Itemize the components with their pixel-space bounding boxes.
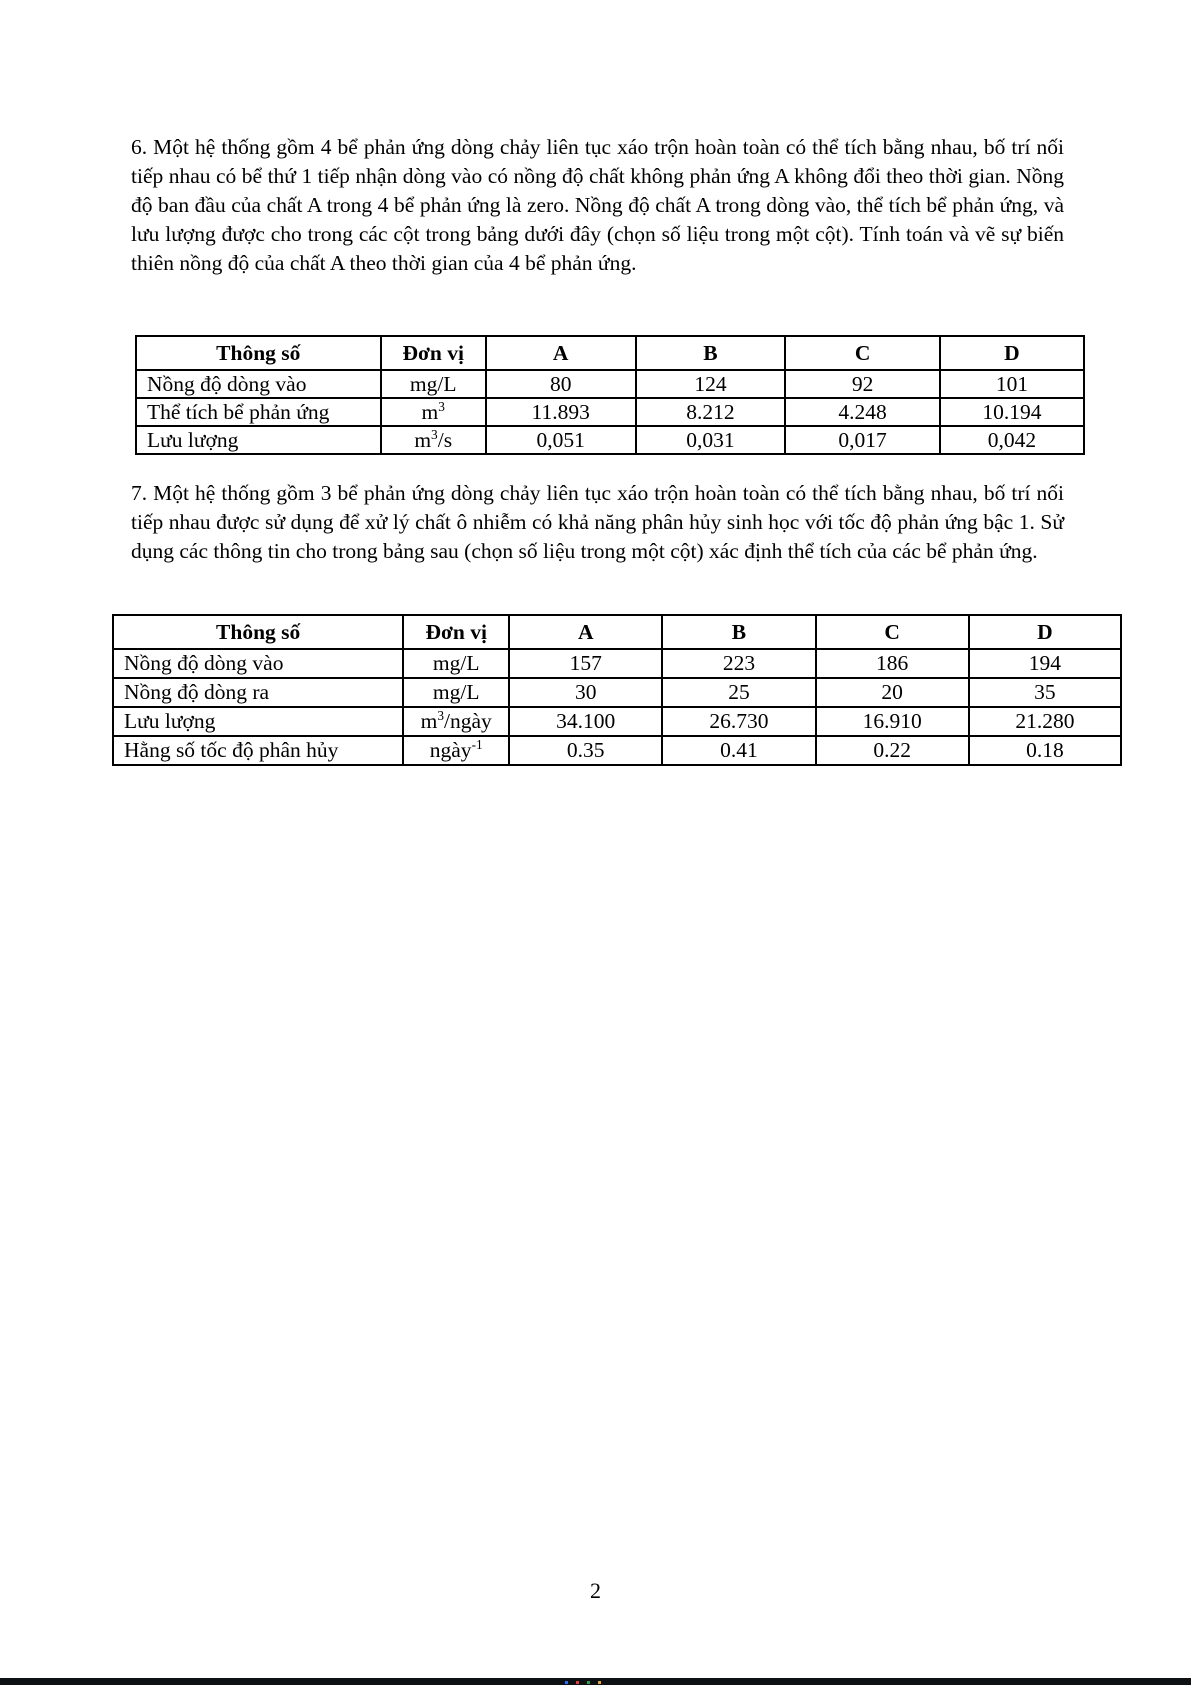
header-col-a: A <box>509 615 662 649</box>
header-don-vi: Đơn vị <box>381 336 486 370</box>
param-cell: Nồng độ dòng vào <box>113 649 403 678</box>
param-cell: Lưu lượng <box>113 707 403 736</box>
table-row <box>113 678 1121 707</box>
table-row <box>113 736 1121 765</box>
value-cell: 186 <box>816 649 969 678</box>
value-cell: 0.22 <box>816 736 969 765</box>
table-row <box>136 370 1084 398</box>
value-cell: 0,031 <box>636 426 786 454</box>
value-cell: 20 <box>816 678 969 707</box>
unit-cell <box>381 370 486 398</box>
value-cell: 0.35 <box>509 736 662 765</box>
value-cell: 101 <box>940 370 1084 398</box>
value-cell: 0,042 <box>940 426 1084 454</box>
value-cell: 30 <box>509 678 662 707</box>
value-cell: 0,051 <box>486 426 636 454</box>
table-header-row <box>136 336 1084 370</box>
value-cell: 223 <box>662 649 815 678</box>
unit-cell <box>403 649 509 678</box>
value-cell: 0.18 <box>969 736 1121 765</box>
artifact-dot <box>598 1681 601 1684</box>
header-col-a: A <box>486 336 636 370</box>
header-thong-so: Thông số <box>136 336 381 370</box>
value-cell: 157 <box>509 649 662 678</box>
unit-base: ngày <box>429 738 472 762</box>
param-cell: Nồng độ dòng ra <box>113 678 403 707</box>
value-cell: 92 <box>785 370 940 398</box>
artifact-dot <box>576 1681 579 1684</box>
artifact-dot <box>565 1681 568 1684</box>
unit-base: mg/L <box>432 680 480 704</box>
header-col-b: B <box>636 336 786 370</box>
header-thong-so: Thông số <box>113 615 403 649</box>
table-row <box>136 426 1084 454</box>
value-cell: 34.100 <box>509 707 662 736</box>
unit-superscript: 3 <box>437 707 445 723</box>
unit-superscript: 3 <box>438 398 445 414</box>
param-cell: Lưu lượng <box>136 426 381 454</box>
header-col-b: B <box>662 615 815 649</box>
screen-bottom-edge-bar <box>0 1678 1191 1685</box>
value-cell: 80 <box>486 370 636 398</box>
value-cell: 8.212 <box>636 398 786 426</box>
unit-superscript: 3 <box>431 426 438 442</box>
value-cell: 21.280 <box>969 707 1121 736</box>
unit-rest: /ngày <box>444 709 492 733</box>
unit-cell <box>403 707 509 736</box>
header-don-vi: Đơn vị <box>403 615 509 649</box>
unit-base: m <box>414 427 432 452</box>
header-col-d: D <box>969 615 1121 649</box>
param-cell: Hằng số tốc độ phân hủy <box>113 736 403 765</box>
value-cell: 194 <box>969 649 1121 678</box>
problem-7-table <box>112 614 1122 766</box>
unit-base: m <box>421 399 439 424</box>
value-cell: 26.730 <box>662 707 815 736</box>
value-cell: 11.893 <box>486 398 636 426</box>
header-col-c: C <box>816 615 969 649</box>
unit-base: mg/L <box>409 371 457 396</box>
unit-cell <box>403 678 509 707</box>
value-cell: 124 <box>636 370 786 398</box>
value-cell: 10.194 <box>940 398 1084 426</box>
value-cell: 0.41 <box>662 736 815 765</box>
unit-base: m <box>420 709 438 733</box>
value-cell: 16.910 <box>816 707 969 736</box>
unit-base: mg/L <box>432 651 480 675</box>
unit-superscript: -1 <box>471 736 483 752</box>
table-header-row <box>113 615 1121 649</box>
header-col-d: D <box>940 336 1084 370</box>
page-number: 2 <box>590 1578 601 1603</box>
param-cell: Thể tích bể phản ứng <box>136 398 381 426</box>
header-col-c: C <box>785 336 940 370</box>
unit-rest: /s <box>437 427 453 452</box>
problem-7-text: 7. Một hệ thống gồm 3 bể phản ứng dòng chảy liên tục xáo trộn hoàn toàn có thể tích bằng nhau, bố trí nối tiếp nhau được sử dụng để xử lý chất ô nhiễm có khả năng phân hủy sinh học với tốc độ phản ứng bậc 1. Sử dụng các thông tin cho trong bảng sau (chọn số liệu trong một cột) xác định thể tích của các bể phản ứng. <box>131 481 1064 563</box>
value-cell: 35 <box>969 678 1121 707</box>
problem-6-table <box>135 335 1085 455</box>
problem-6-text: 6. Một hệ thống gồm 4 bể phản ứng dòng chảy liên tục xáo trộn hoàn toàn có thể tích bằng nhau, bố trí nối tiếp nhau có bể thứ 1 tiếp nhận dòng vào có nồng độ chất không phản ứng A không đổi theo thời gian. Nồng độ ban đầu của chất A trong 4 bể phản ứng là zero. Nồng độ chất A trong dòng vào, thể tích bể phản ứng, và lưu lượng được cho trong các cột trong bảng dưới đây (chọn số liệu trong một cột). Tính toán và vẽ sự biến thiên nồng độ của chất A theo thời gian của 4 bể phản ứng. <box>131 135 1064 275</box>
artifact-dot <box>587 1681 590 1684</box>
value-cell: 0,017 <box>785 426 940 454</box>
unit-cell <box>403 736 509 765</box>
param-cell: Nồng độ dòng vào <box>136 370 381 398</box>
unit-cell <box>381 426 486 454</box>
table-row <box>136 398 1084 426</box>
table-row <box>113 649 1121 678</box>
value-cell: 4.248 <box>785 398 940 426</box>
value-cell: 25 <box>662 678 815 707</box>
table-row <box>113 707 1121 736</box>
unit-cell <box>381 398 486 426</box>
